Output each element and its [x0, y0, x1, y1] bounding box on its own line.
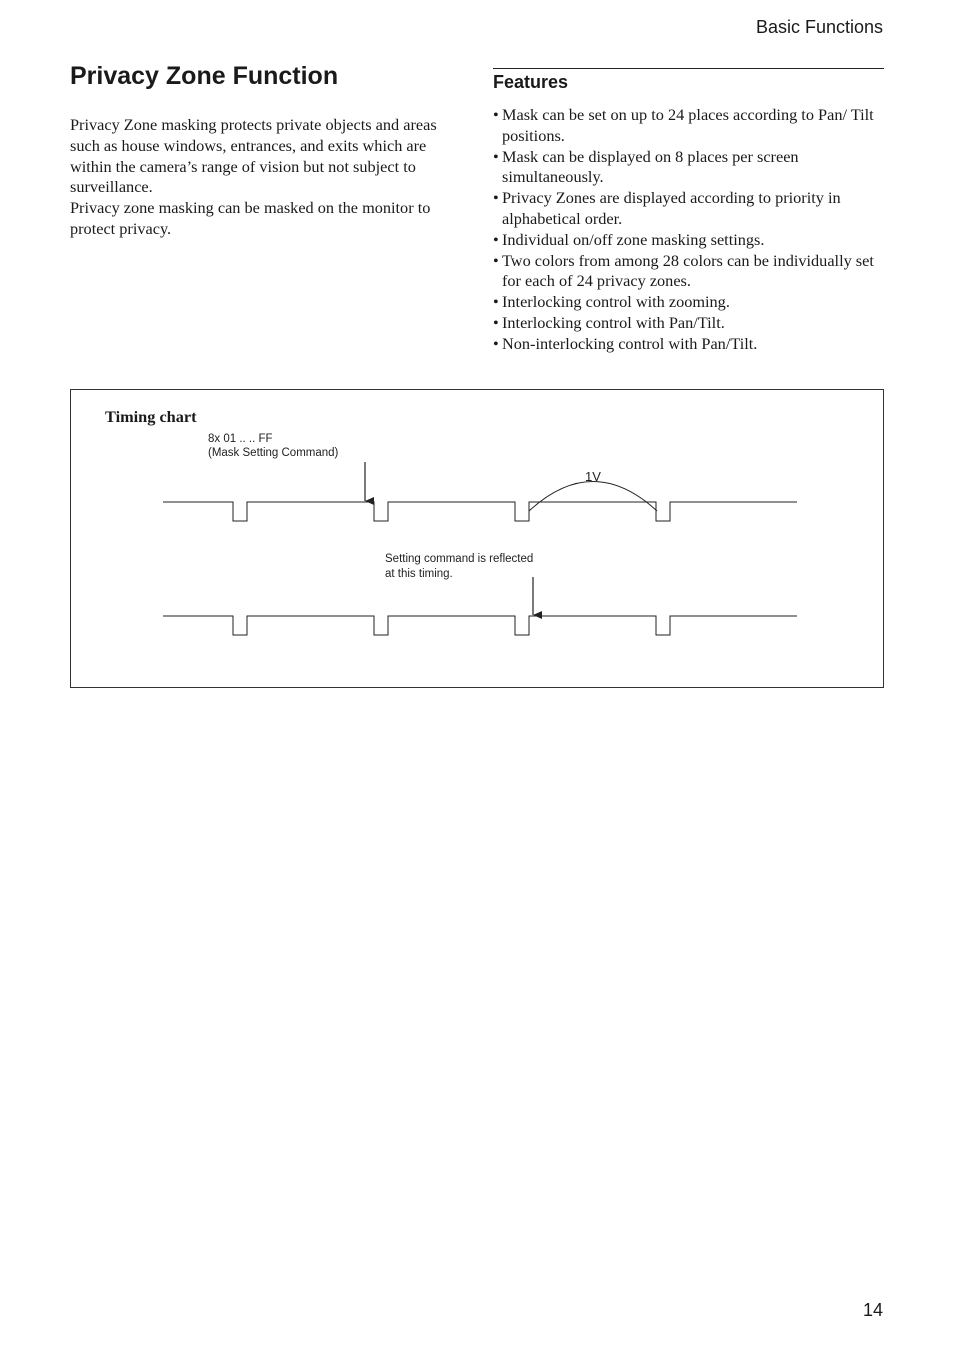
intro-paragraph-2: Privacy zone masking can be masked on the monitor to protect privacy. — [70, 198, 431, 238]
intro-paragraph-1: Privacy Zone masking protects private objects and areas such as house windows, entrances, and exits which are within the camera’s range of vision but not subject to surveillance. — [70, 115, 437, 197]
timing-diagram — [71, 390, 883, 687]
feature-item: • Privacy Zones are displayed according to priority in alphabetical order. — [493, 188, 884, 230]
intro-text — [70, 115, 470, 240]
features-list — [493, 105, 884, 355]
sync-waveform-upper — [163, 502, 797, 521]
features-heading: Features — [493, 72, 569, 92]
page-title: Privacy Zone Function — [70, 62, 339, 90]
feature-item: • Interlocking control with Pan/Tilt. — [493, 313, 884, 334]
features-section — [493, 68, 884, 355]
feature-item: • Individual on/off zone masking settings. — [493, 230, 884, 251]
feature-item: • Non-interlocking control with Pan/Tilt. — [493, 334, 884, 355]
command-sublabel: (Mask Setting Command) — [208, 447, 339, 459]
running-header: Basic Functions — [755, 17, 883, 37]
feature-item: • Interlocking control with zooming. — [493, 292, 884, 313]
feature-item: • Mask can be set on up to 24 places according to Pan/ Tilt positions. — [493, 105, 884, 147]
timing-chart-title: Timing chart — [105, 407, 197, 426]
reflect-label-line1: Setting command is reflected — [385, 553, 534, 565]
reflect-label-line2: at this timing. — [385, 568, 453, 580]
command-label: 8x 01 .. .. FF — [208, 433, 273, 445]
interval-arc — [529, 482, 657, 512]
feature-item: • Mask can be displayed on 8 places per screen simultaneously. — [493, 147, 884, 189]
interval-label: 1V — [585, 469, 601, 484]
sync-waveform-lower — [163, 616, 797, 635]
page-number: 14 — [862, 1300, 883, 1320]
feature-item: • Two colors from among 28 colors can be individually set for each of 24 privacy zones. — [493, 251, 884, 293]
timing-chart-box — [70, 389, 884, 688]
